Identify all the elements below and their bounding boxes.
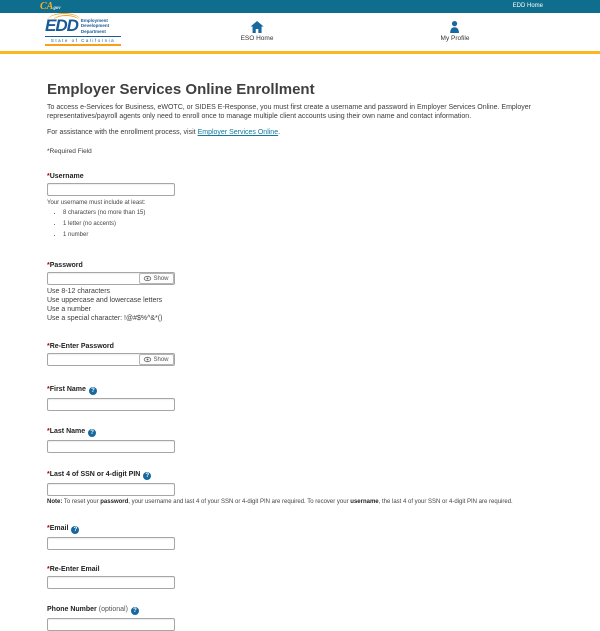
password-group [47, 262, 557, 323]
last-name-label: *Last Name ? [47, 428, 557, 437]
password-rule: Use 8-12 characters [47, 288, 111, 295]
ca-gov-logo-suffix: gov [53, 6, 61, 11]
edd-logo-tagline: State of California [45, 36, 121, 46]
last-name-help-icon[interactable]: ? [88, 429, 96, 437]
username-hint-item: • 1 letter (no accents) [63, 221, 557, 227]
username-label: *Username [47, 173, 84, 180]
ssn-pin-label: *Last 4 of SSN or 4-digit PIN ? [47, 471, 557, 480]
password-rules [47, 287, 557, 323]
phone-group [47, 606, 557, 631]
first-name-help-icon[interactable]: ? [89, 387, 97, 395]
edd-logo-department-lines: Employment Development Department [80, 17, 110, 34]
ssn-pin-group [47, 471, 557, 505]
reenter-email-group [47, 566, 557, 589]
password-label: *Password [47, 262, 83, 269]
phone-input[interactable] [47, 618, 175, 631]
employer-services-online-link[interactable]: Employer Services Online [197, 129, 279, 136]
nav-eso-home-label: ESO Home [240, 35, 274, 42]
edd-home-link[interactable]: EDD Home [512, 3, 543, 9]
main-content [0, 81, 600, 631]
email-group [47, 525, 557, 550]
page-title: Employer Services Online Enrollment [47, 81, 315, 98]
required-field-note: *Required Field [47, 148, 92, 155]
email-input[interactable] [47, 537, 175, 550]
top-utility-bar [0, 0, 600, 13]
username-hint-list [63, 210, 557, 238]
edd-logo-arc-2 [53, 15, 79, 21]
required-asterisk: * [47, 173, 50, 180]
first-name-label: *First Name ? [47, 386, 557, 395]
password-rule: Use a special character: !@#$%^&*() [47, 315, 163, 322]
required-asterisk: * [47, 386, 50, 393]
last-name-input[interactable] [47, 440, 175, 453]
username-hint-item: • 8 characters (no more than 15) [63, 210, 557, 216]
password-show-button[interactable]: Show [139, 273, 174, 284]
required-asterisk: * [47, 471, 50, 478]
username-input[interactable] [47, 183, 175, 196]
email-label: *Email ? [47, 525, 557, 534]
intro-text: To access e-Services for Business, eWOTC, or SIDES E-Response, you must first create a username and password in Employer Services Online. Employer representatives/payroll agents only need to enroll once to manage multiple client accounts using their own name and contact information. [47, 104, 531, 120]
required-asterisk: * [47, 525, 50, 532]
edd-logo-word: EDD [45, 17, 78, 34]
email-help-icon[interactable]: ? [71, 526, 79, 534]
username-hint-item: • 1 number [63, 232, 557, 238]
ssn-pin-note: Note: To reset your password, your username and last 4 of your SSN or 4-digit PIN are required. To recover your username, the last 4 of your SSN or 4-digit PIN are required. [47, 499, 513, 505]
phone-help-icon[interactable]: ? [131, 607, 139, 615]
required-asterisk: * [47, 262, 50, 269]
nav-eso-home[interactable] [241, 20, 274, 42]
eye-icon [144, 276, 151, 281]
password-rule: Use uppercase and lowercase letters [47, 297, 163, 304]
ssn-pin-help-icon[interactable]: ? [143, 472, 151, 480]
last-name-group [47, 428, 557, 453]
nav-my-profile[interactable] [441, 20, 470, 42]
home-icon [241, 20, 274, 33]
reenter-email-input[interactable] [47, 576, 175, 589]
ca-gov-logo-text: CA [40, 1, 54, 12]
username-hint-title: Your username must include at least: [47, 200, 146, 206]
site-header [0, 13, 600, 54]
assistance-text: For assistance with the enrollment process, visit Employer Services Online. [47, 129, 281, 136]
phone-label: Phone Number (optional) ? [47, 606, 557, 615]
password-rule: Use a number [47, 306, 91, 313]
reenter-password-show-button[interactable]: Show [139, 354, 174, 365]
first-name-group [47, 386, 557, 411]
username-group [47, 173, 557, 238]
required-asterisk: * [47, 428, 50, 435]
nav-my-profile-label: My Profile [440, 35, 470, 42]
eye-icon [144, 357, 151, 362]
first-name-input[interactable] [47, 398, 175, 411]
required-asterisk: * [47, 343, 50, 350]
required-asterisk: * [47, 566, 50, 573]
reenter-email-label: *Re-Enter Email [47, 566, 100, 573]
reenter-password-group [47, 343, 557, 366]
ssn-pin-input[interactable] [47, 483, 175, 496]
edd-logo[interactable] [45, 17, 121, 46]
reenter-password-label: *Re-Enter Password [47, 343, 114, 350]
person-icon [441, 20, 470, 33]
